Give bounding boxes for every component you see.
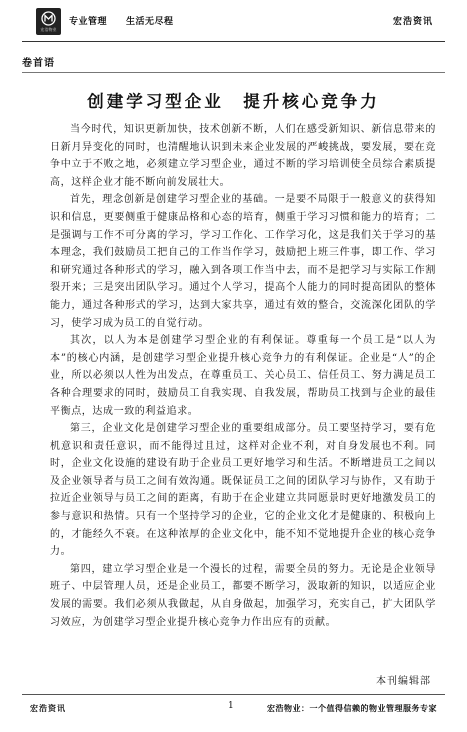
footer-divider [22, 694, 445, 695]
header-brand: 宏浩资讯 [392, 17, 433, 27]
header-slogan: 专业管理 生活无尽程 [69, 17, 174, 27]
column-name: 卷首语 [22, 58, 55, 69]
column-divider [22, 72, 445, 73]
footer-brand: 宏浩资讯 [30, 703, 66, 713]
article-body [50, 121, 436, 631]
paragraph: 第四，建立学习型企业是一个漫长的过程，需要全员的努力。无论是企业领导班子、中层管理人员，还是企业员工，都要不断学习，汲取新的知识，以适应企业发展的需要。我们必须从我做起，从自身做起，加强学习，充实自己，扩大团队学习效应，为创建学习型企业提升核心竞争力作出应有的贡献。 [50, 563, 436, 628]
header-divider [22, 41, 445, 42]
paragraph: 当今时代，知识更新加快，技术创新不断，人们在感受新知识、新信息带来的日新月异变化的同时，也清醒地认识到未来企业发展的严峻挑战，要发展，要在竞争中立于不败之地，必须建立学习型企业，通过不断的学习培训使全员综合素质提高，这样企业才能不断向前发展壮大。 [50, 124, 436, 188]
paragraph: 首先，理念创新是创建学习型企业的基础。一是要不局限于一般意义的获得知识和信息，更要侧重于健康品格和心态的培育，侧重于学习习惯和能力的培育；二是强调与工作不可分离的学习，学习工作化、工作学习化，这是我们关于学习的基本理念，我们鼓励员工把自己的工作当作学习，鼓励把上班三件事，即工作、学习和研究通过各种形式的学习，融入到各项工作当中去，而不是把学习与实际工作割裂开来；三是突出团队学习。通过个人学习，提高个人能力的同时提高团队的整体能力，通过各种形式的学习，达到大家共享，通过有效的整合，交流深化团队的学习，使学习成为员工的自觉行动。 [50, 194, 436, 329]
page-number: 1 [228, 701, 234, 711]
logo-emblem-icon [41, 11, 56, 26]
page-header [0, 0, 467, 44]
company-logo [36, 8, 61, 35]
article-signature: 本刊编辑部 [376, 676, 431, 687]
article-title: 创建学习型企业 提升核心竞争力 [87, 92, 380, 111]
paragraph: 第三，企业文化是创建学习型企业的重要组成部分。员工要坚持学习，要有危机意识和责任意识，而不能得过且过，这样对企业不利，对自身发展也不利。同时，企业文化设施的建设有助于企业员工更好地学习和生活。不断增进员工之间以及企业领导者与员工之间有效沟通。既保证员工之间的团队学习与协作，又有助于拉近企业领导与员工之间的距离，有助于在企业建立共同愿景时更好地激发员工的参与意识和热情。只有一个坚持学习的企业，它的企业文化才是健康的、积极向上的，才能经久不衰。在这种浓厚的企业文化中，能不知不觉地提升企业的核心竞争力。 [50, 423, 436, 558]
footer-slogan: 宏浩物业：一个值得信赖的物业管理服务专家 [267, 703, 437, 713]
paragraph: 其次，以人为本是创建学习型企业的有利保证。尊重每一个员工是“以人为本”的核心内涵，是创建学习型企业提升核心竞争力的有利保证。企业是“人”的企业，所以必须以人性为出发点，在尊重员工、关心员工、信任员工、努力满足员工各种合理要求的同时，鼓励员工自我实现、自我发展，帮助员工找到与企业的最佳平衡点，达成一致的利益追求。 [50, 335, 436, 417]
logo-text: 宏浩物业 [40, 27, 57, 32]
